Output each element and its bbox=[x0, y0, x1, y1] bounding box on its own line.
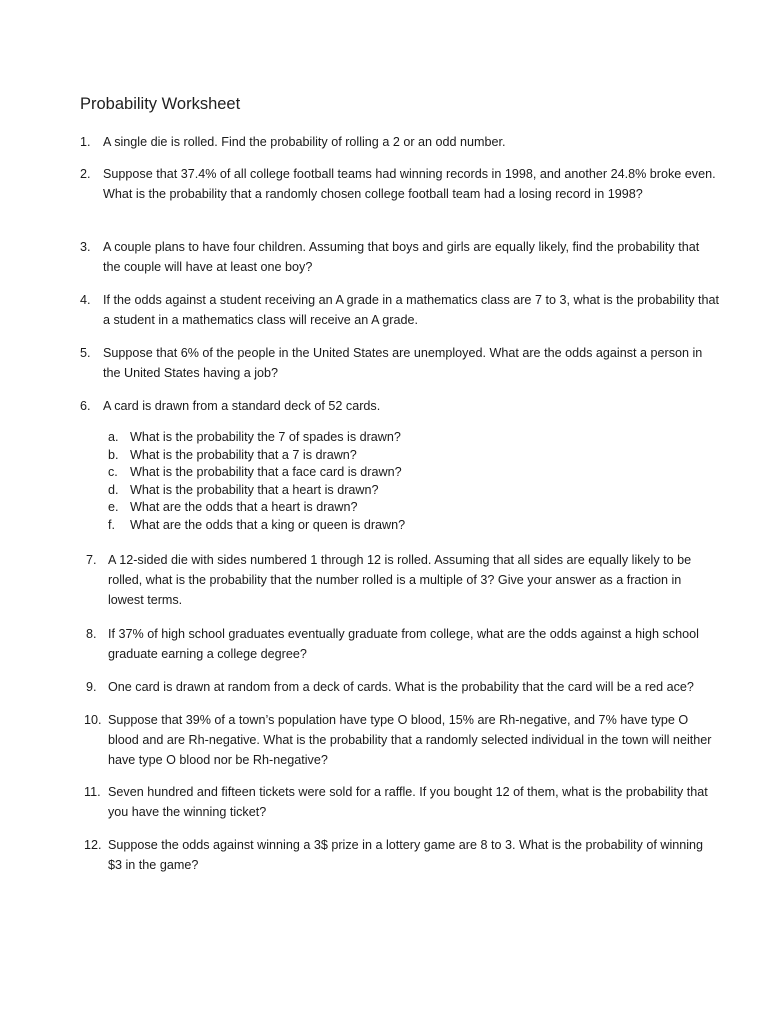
question-number: 5. bbox=[80, 346, 91, 360]
question-number: 12. bbox=[84, 838, 102, 852]
question-number: 7. bbox=[86, 553, 97, 567]
sub-question-letter: a. bbox=[108, 430, 119, 444]
sub-question-letter: d. bbox=[108, 483, 119, 497]
question-number: 8. bbox=[86, 627, 97, 641]
question-number: 6. bbox=[80, 399, 91, 413]
question-text: A single die is rolled. Find the probability of rolling a 2 or an odd number. bbox=[103, 135, 506, 149]
question-number: 1. bbox=[80, 135, 91, 149]
sub-question-text: What is the probability the 7 of spades is drawn? bbox=[130, 430, 401, 444]
question-number: 2. bbox=[80, 167, 91, 181]
sub-question-text: What is the probability that a face card is drawn? bbox=[130, 465, 402, 479]
question-text: Suppose that 37.4% of all college football teams had winning records in 1998, and another 24.8% broke even. What is the probability that a randomly chosen college football team had a losing record in 1998? bbox=[103, 167, 716, 201]
sub-question-text: What is the probability that a heart is drawn? bbox=[130, 483, 379, 497]
question-number: 4. bbox=[80, 293, 91, 307]
question-text: A card is drawn from a standard deck of 52 cards. bbox=[103, 399, 381, 413]
sub-question-letter: f. bbox=[108, 518, 115, 532]
sub-question-letter: c. bbox=[108, 465, 118, 479]
question-number: 11. bbox=[84, 785, 101, 799]
sub-question-letter: e. bbox=[108, 500, 119, 514]
question-number: 3. bbox=[80, 240, 91, 254]
question-text: A 12-sided die with sides numbered 1 through 12 is rolled. Assuming that all sides are equally likely to be rolled, what is the probability that the number rolled is a multiple of 3? Give your answer as a fraction in lowest terms. bbox=[108, 553, 692, 607]
question-text: If the odds against a student receiving an A grade in a mathematics class are 7 to 3, what is the probability that a student in a mathematics class will receive an A grade. bbox=[103, 293, 720, 327]
question-text: A couple plans to have four children. Assuming that boys and girls are equally likely, find the probability that the couple will have at least one boy? bbox=[103, 240, 700, 274]
sub-question-text: What are the odds that a king or queen is drawn? bbox=[130, 518, 406, 532]
question-text: One card is drawn at random from a deck of cards. What is the probability that the card will be a red ace? bbox=[108, 680, 694, 694]
question-text: If 37% of high school graduates eventually graduate from college, what are the odds against a high school graduate earning a college degree? bbox=[108, 627, 699, 661]
question-number: 9. bbox=[86, 680, 97, 694]
question-text: Suppose the odds against winning a 3$ prize in a lottery game are 8 to 3. What is the probability of winning $3 in the game? bbox=[108, 838, 704, 872]
sub-question-text: What is the probability that a 7 is drawn? bbox=[130, 448, 357, 462]
question-text: Suppose that 6% of the people in the United States are unemployed. What are the odds against a person in the United States having a job? bbox=[103, 346, 703, 380]
question-number: 10. bbox=[84, 713, 102, 727]
sub-question-letter: b. bbox=[108, 448, 119, 462]
question-text: Seven hundred and fifteen tickets were sold for a raffle. If you bought 12 of them, what is the probability that you have the winning ticket? bbox=[108, 785, 708, 819]
page-title: Probability Worksheet bbox=[80, 95, 241, 113]
sub-question-text: What are the odds that a heart is drawn? bbox=[130, 500, 358, 514]
question-text: Suppose that 39% of a town’s population have type O blood, 15% are Rh-negative, and 7% have type O blood and are Rh-negative. What is the probability that a randomly selected individual in the town will neither have type O blood nor be Rh-negative? bbox=[108, 713, 712, 767]
